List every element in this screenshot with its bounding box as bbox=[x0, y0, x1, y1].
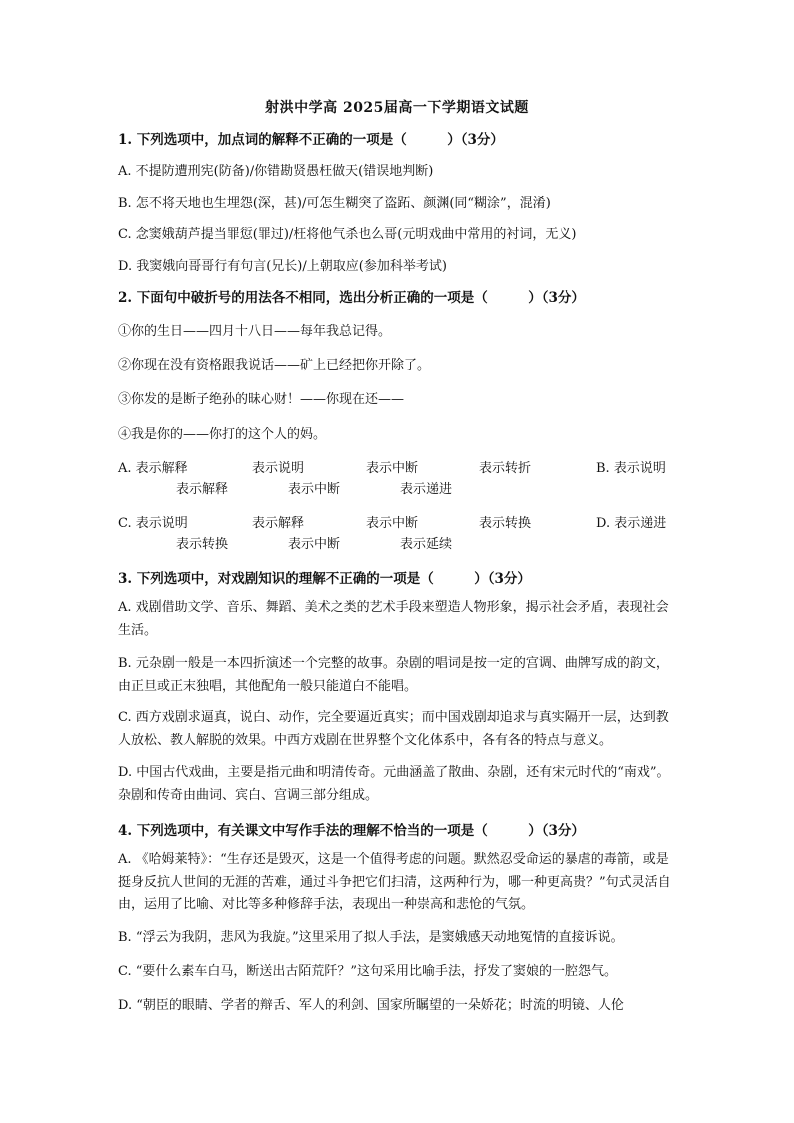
q3-option-a: A. 戏剧借助文学、音乐、舞蹈、美术之类的艺术手段来塑造人物形象，揭示社会矛盾，表现社会生活。 bbox=[118, 600, 669, 638]
q2-option-a-4: 表示转折 bbox=[479, 461, 532, 476]
q2-option-c-3: 表示中断 bbox=[366, 516, 419, 531]
q2-option-b-3: 表示中断 bbox=[288, 482, 341, 497]
q4-stem: 4. 下列选项中，有关课文中写作手法的理解不恰当的一项是（ ）（3分） bbox=[118, 823, 585, 839]
q2-option-d: D. 表示递进 bbox=[596, 516, 667, 531]
q2-option-a: A. 表示解释 bbox=[118, 461, 188, 476]
q1-option-b: B. 怎不将天地也生埋怨(深，甚)/可怎生糊突了盗跖、颜渊(同“糊涂”，混淆) bbox=[118, 196, 551, 211]
q4-option-a: A. 《哈姆莱特》：“生存还是毁灭，这是一个值得考虑的问题。默然忍受命运的暴虐的毒箭，或是挺身反抗人世间的无涯的苦难，通过斗争把它们扫清，这两种行为，哪一种更高贵？”句式灵活自由，运用了比喻、对比等多种修辞手法，表现出一种崇高和悲怆的气氛。 bbox=[118, 852, 671, 912]
q2-option-a-2: 表示说明 bbox=[252, 461, 305, 476]
q2-option-c-4: 表示转换 bbox=[479, 516, 532, 531]
q2-sentence-2: ②你现在没有资格跟我说话——矿上已经把你开除了。 bbox=[118, 358, 431, 373]
q2-option-c-2: 表示解释 bbox=[252, 516, 305, 531]
q2-option-b-4: 表示递进 bbox=[400, 482, 453, 497]
q3-option-d: D. 中国古代戏曲，主要是指元曲和明清传奇。元曲涵盖了散曲、杂剧，还有宋元时代的“南戏”。杂剧和传奇由曲词、宾白、宫调三部分组成。 bbox=[118, 765, 670, 803]
q4-option-d: D. “朝臣的眼睛、学者的辩舌、军人的利剑、国家所瞩望的一朵娇花；时流的明镜、人伦 bbox=[118, 998, 624, 1013]
q4-option-c: C. “要什么素车白马，断送出古陌荒阡？”这句采用比喻手法，抒发了窦娘的一腔怨气。 bbox=[118, 964, 618, 979]
q3-stem: 3. 下列选项中，对戏剧知识的理解不正确的一项是（ ）（3分） bbox=[118, 571, 531, 587]
q1-option-a: A. 不提防遭刑宪(防备)/你错勘贤愚枉做天(错误地判断) bbox=[118, 164, 434, 179]
q2-sentence-4: ④我是你的——你打的这个人的妈。 bbox=[118, 427, 327, 442]
q3-option-b: B. 元杂剧一般是一本四折演述一个完整的故事。杂剧的唱词是按一定的宫调、曲牌写成的韵文，由正旦或正末独唱，其他配角一般只能道白不能唱。 bbox=[118, 656, 669, 694]
q2-option-d-3: 表示中断 bbox=[288, 537, 341, 552]
q3-option-c: C. 西方戏剧求逼真，说白、动作，完全要逼近真实；而中国戏剧却追求与真实隔开一层，达到教人放松、教人解脱的效果。中西方戏剧在世界整个文化体系中，各有各的特点与意义。 bbox=[118, 710, 669, 748]
q4-option-b: B. “浮云为我阴，悲风为我旋。”这里采用了拟人手法，是窦娥感天动地冤情的直接诉说。 bbox=[118, 930, 624, 945]
q2-option-b-2: 表示解释 bbox=[176, 482, 229, 497]
q2-option-d-4: 表示延续 bbox=[400, 537, 453, 552]
q2-sentence-1: ①你的生日——四月十八日——每年我总记得。 bbox=[118, 324, 392, 339]
exam-title: 射洪中学高 2025届高一下学期语文试题 bbox=[265, 100, 529, 116]
q2-option-d-2: 表示转换 bbox=[176, 537, 229, 552]
q2-option-a-3: 表示中断 bbox=[366, 461, 419, 476]
q1-option-d: D. 我窦娥向哥哥行有句言(兄长)/上朝取应(参加科举考试) bbox=[118, 259, 447, 274]
q2-option-c: C. 表示说明 bbox=[118, 516, 188, 531]
q1-option-c: C. 念窦娥葫芦提当罪愆(罪过)/枉将他气杀也么哥(元明戏曲中常用的衬词，无义) bbox=[118, 227, 577, 242]
q2-stem: 2. 下面句中破折号的用法各不相同，选出分析正确的一项是（ ）（3分） bbox=[118, 290, 585, 306]
q2-option-b: B. 表示说明 bbox=[596, 461, 666, 476]
q2-sentence-3: ③你发的是断子绝孙的昧心财！——你现在还—— bbox=[118, 392, 405, 407]
q1-stem: 1. 下列选项中，加点词的解释不正确的一项是（ ）（3分） bbox=[118, 132, 504, 148]
